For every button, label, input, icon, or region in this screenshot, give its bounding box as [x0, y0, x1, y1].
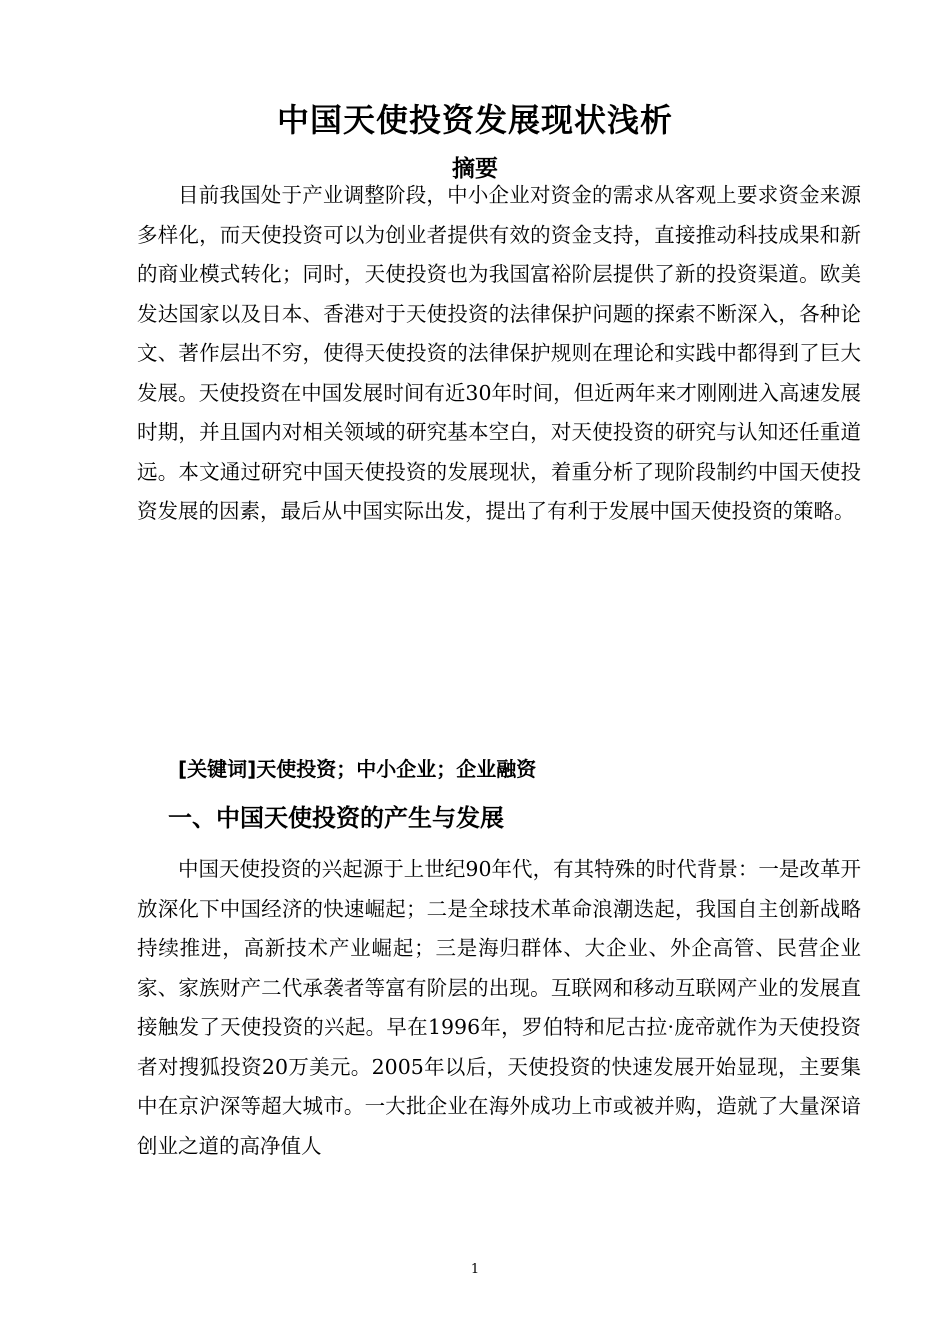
- abstract-paragraph: 目前我国处于产业调整阶段，中小企业对资金的需求从客观上要求资金来源多样化，而天使投资可以为创业者提供有效的资金支持，直接推动科技成果和新的商业模式转化；同时，天使投资也为我国富裕阶层提供了新的投资渠道。欧美发达国家以及日本、香港对于天使投资的法律保护问题的探索不断深入，各种论文、著作层出不穷，使得天使投资的法律保护规则在理论和实践中都得到了巨大发展。天使投资在中国发展时间有近30年时间，但近两年来才刚刚进入高速发展时期，并且国内对相关领域的研究基本空白，对天使投资的研究与认知还任重道远。本文通过研究中国天使投资的发展现状，着重分析了现阶段制约中国天使投资发展的因素，最后从中国实际出发，提出了有利于发展中国天使投资的策略。: [137, 183, 861, 523]
- abstract-heading: 摘要: [452, 156, 498, 182]
- page-number: 1: [470, 1262, 480, 1277]
- document-title: 中国天使投资发展现状浅析: [276, 101, 673, 139]
- keywords-line: [关键词]天使投资；中小企业；企业融资: [178, 757, 537, 781]
- section-heading-1: 一、中国天使投资的产生与发展: [168, 804, 504, 832]
- section-1-paragraph: 中国天使投资的兴起源于上世纪90年代，有其特殊的时代背景：一是改革开放深化下中国经济的快速崛起；二是全球技术革命浪潮迭起，我国自主创新战略持续推进，高新技术产业崛起；三是海归群体、大企业、外企高管、民营企业家、家族财产二代承袭者等富有阶层的出现。互联网和移动互联网产业的发展直接触发了天使投资的兴起。早在1996年，罗伯特和尼古拉·庞帝就作为天使投资者对搜狐投资20万美元。2005年以后，天使投资的快速发展开始显现，主要集中在京沪深等超大城市。一大批企业在海外成功上市或被并购，造就了大量深谙创业之道的高净值人: [137, 857, 861, 1158]
